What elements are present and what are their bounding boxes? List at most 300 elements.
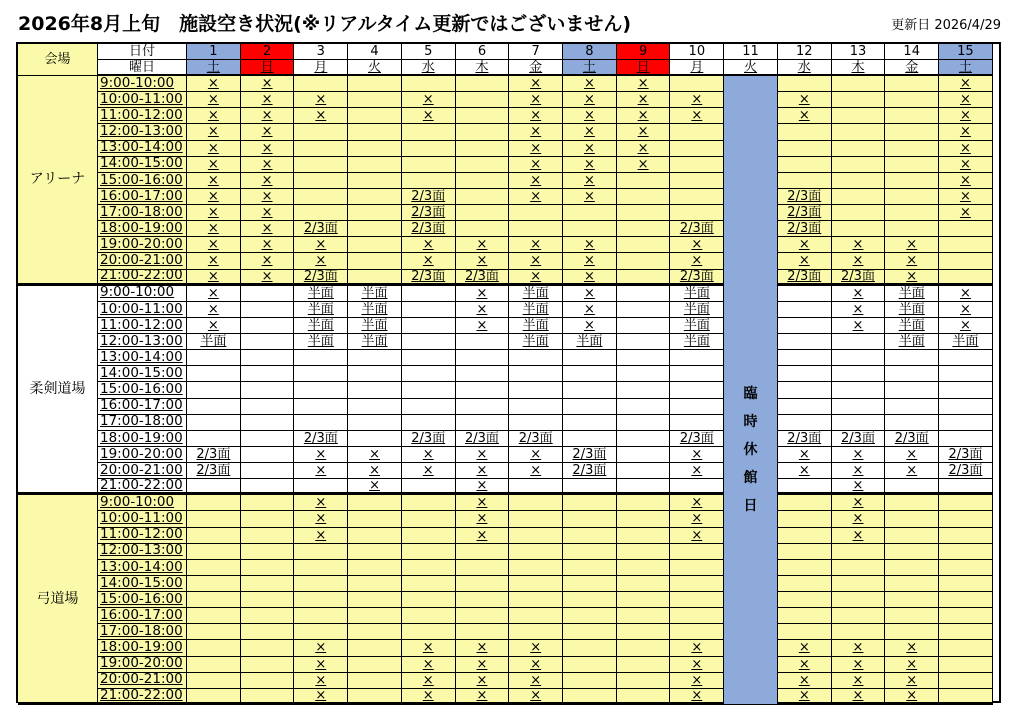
availability-cell <box>939 624 993 640</box>
availability-cell <box>509 221 563 237</box>
availability-cell <box>456 382 510 398</box>
availability-cell: × <box>563 302 617 318</box>
venue-name: 柔剣道場 <box>18 286 98 496</box>
availability-cell <box>832 205 886 221</box>
availability-cell <box>617 608 671 624</box>
availability-cell: × <box>509 447 563 463</box>
availability-cell <box>778 382 832 398</box>
availability-cell <box>670 382 724 398</box>
availability-cell <box>778 334 832 350</box>
availability-cell <box>885 141 939 157</box>
availability-cell: × <box>885 237 939 253</box>
availability-cell: × <box>939 124 993 140</box>
availability-cell <box>348 157 402 173</box>
time-slot: 18:00-19:00 <box>98 221 187 237</box>
availability-cell <box>617 205 671 221</box>
availability-cell: × <box>778 640 832 656</box>
availability-cell: × <box>456 237 510 253</box>
availability-cell <box>241 689 295 705</box>
availability-cell <box>832 189 886 205</box>
availability-cell <box>778 318 832 334</box>
availability-cell: × <box>187 189 241 205</box>
availability-cell <box>832 544 886 560</box>
availability-cell <box>456 221 510 237</box>
availability-cell: × <box>294 108 348 124</box>
availability-cell <box>241 415 295 431</box>
availability-cell: × <box>617 124 671 140</box>
availability-cell: × <box>778 447 832 463</box>
availability-cell <box>456 92 510 108</box>
availability-cell <box>832 592 886 608</box>
availability-cell <box>294 382 348 398</box>
availability-cell: × <box>939 189 993 205</box>
availability-cell <box>456 334 510 350</box>
updated-date: 更新日 2026/4/29 <box>891 18 1001 33</box>
availability-cell: × <box>456 673 510 689</box>
time-slot: 11:00-12:00 <box>98 528 187 544</box>
availability-cell <box>241 479 295 495</box>
availability-cell <box>617 673 671 689</box>
availability-cell: 半面 <box>509 334 563 350</box>
availability-cell <box>670 366 724 382</box>
day-dow-header: 木 <box>456 60 510 76</box>
availability-cell: × <box>832 495 886 511</box>
availability-cell <box>241 592 295 608</box>
availability-cell <box>885 544 939 560</box>
availability-cell: 2/3面 <box>509 431 563 447</box>
availability-cell: 2/3面 <box>187 447 241 463</box>
availability-cell <box>939 576 993 592</box>
availability-cell: × <box>509 141 563 157</box>
availability-cell: 半面 <box>294 302 348 318</box>
time-slot: 15:00-16:00 <box>98 592 187 608</box>
availability-cell <box>348 92 402 108</box>
availability-cell <box>885 576 939 592</box>
availability-cell <box>402 399 456 415</box>
availability-cell <box>402 286 456 302</box>
availability-cell <box>939 479 993 495</box>
availability-cell: 2/3面 <box>402 221 456 237</box>
availability-cell <box>832 221 886 237</box>
availability-cell: × <box>456 495 510 511</box>
availability-cell <box>778 157 832 173</box>
availability-cell: × <box>241 253 295 269</box>
availability-cell <box>939 399 993 415</box>
availability-cell: × <box>563 76 617 92</box>
availability-cell: × <box>670 495 724 511</box>
availability-cell: 半面 <box>294 334 348 350</box>
availability-cell <box>456 350 510 366</box>
availability-cell: × <box>241 270 295 286</box>
availability-cell <box>348 399 402 415</box>
availability-cell <box>402 528 456 544</box>
availability-cell: × <box>670 511 724 527</box>
day-date-header: 11 <box>724 44 778 60</box>
day-date-header: 15 <box>939 44 993 60</box>
availability-cell <box>670 205 724 221</box>
availability-cell: × <box>456 302 510 318</box>
availability-cell: × <box>187 157 241 173</box>
availability-cell <box>241 624 295 640</box>
availability-cell: × <box>563 157 617 173</box>
availability-cell <box>402 560 456 576</box>
availability-cell: × <box>241 108 295 124</box>
availability-cell <box>456 624 510 640</box>
availability-cell: × <box>402 657 456 673</box>
availability-cell: × <box>187 253 241 269</box>
availability-cell <box>456 108 510 124</box>
availability-cell <box>617 495 671 511</box>
availability-cell <box>348 511 402 527</box>
availability-cell: × <box>241 221 295 237</box>
availability-cell <box>509 560 563 576</box>
availability-cell: × <box>939 141 993 157</box>
availability-cell: × <box>294 528 348 544</box>
availability-cell <box>402 608 456 624</box>
day-dow-header: 金 <box>509 60 563 76</box>
availability-cell <box>348 366 402 382</box>
venue-name: 弓道場 <box>18 495 98 705</box>
closed-label-char: 館 <box>743 469 758 486</box>
availability-cell <box>456 415 510 431</box>
availability-cell: × <box>509 253 563 269</box>
availability-cell: × <box>670 673 724 689</box>
availability-cell <box>778 528 832 544</box>
availability-cell <box>294 205 348 221</box>
availability-cell: × <box>778 689 832 705</box>
availability-cell <box>563 431 617 447</box>
day-date-header: 14 <box>885 44 939 60</box>
availability-cell <box>563 479 617 495</box>
availability-cell <box>241 640 295 656</box>
day-dow-header: 土 <box>187 60 241 76</box>
availability-cell <box>617 592 671 608</box>
availability-cell: × <box>509 657 563 673</box>
availability-cell <box>348 253 402 269</box>
availability-cell <box>670 608 724 624</box>
availability-cell <box>187 608 241 624</box>
availability-cell <box>617 431 671 447</box>
availability-cell <box>885 366 939 382</box>
availability-cell: × <box>456 689 510 705</box>
availability-cell <box>617 302 671 318</box>
availability-cell: × <box>509 640 563 656</box>
availability-cell <box>885 108 939 124</box>
availability-cell <box>885 173 939 189</box>
time-slot: 13:00-14:00 <box>98 350 187 366</box>
day-date-header: 7 <box>509 44 563 60</box>
time-slot: 10:00-11:00 <box>98 92 187 108</box>
availability-cell: × <box>456 528 510 544</box>
availability-cell <box>294 399 348 415</box>
availability-cell: × <box>885 689 939 705</box>
time-slot: 21:00-22:00 <box>98 479 187 495</box>
availability-cell: × <box>885 463 939 479</box>
availability-cell <box>885 624 939 640</box>
availability-cell: × <box>456 511 510 527</box>
time-slot: 12:00-13:00 <box>98 544 187 560</box>
availability-cell <box>885 76 939 92</box>
availability-cell <box>778 302 832 318</box>
availability-cell <box>617 640 671 656</box>
availability-cell <box>402 415 456 431</box>
availability-cell <box>778 76 832 92</box>
time-slot: 20:00-21:00 <box>98 673 187 689</box>
availability-cell <box>670 141 724 157</box>
time-slot: 13:00-14:00 <box>98 141 187 157</box>
availability-cell <box>348 528 402 544</box>
availability-cell <box>509 415 563 431</box>
day-dow-header: 水 <box>778 60 832 76</box>
availability-cell <box>778 173 832 189</box>
availability-cell <box>402 334 456 350</box>
availability-cell: × <box>294 253 348 269</box>
availability-cell <box>509 592 563 608</box>
time-slot: 15:00-16:00 <box>98 173 187 189</box>
availability-cell <box>563 657 617 673</box>
time-slot: 15:00-16:00 <box>98 382 187 398</box>
availability-cell <box>939 544 993 560</box>
availability-cell: 2/3面 <box>778 205 832 221</box>
availability-cell <box>778 495 832 511</box>
availability-cell <box>509 624 563 640</box>
availability-cell: × <box>294 640 348 656</box>
availability-cell <box>617 237 671 253</box>
availability-cell <box>402 495 456 511</box>
availability-cell <box>617 544 671 560</box>
availability-cell: 半面 <box>509 302 563 318</box>
availability-cell <box>885 157 939 173</box>
availability-cell: 2/3面 <box>563 447 617 463</box>
availability-cell <box>563 673 617 689</box>
time-slot: 9:00-10:00 <box>98 286 187 302</box>
availability-cell <box>617 657 671 673</box>
availability-cell <box>241 673 295 689</box>
day-dow-header: 火 <box>724 60 778 76</box>
availability-cell <box>778 592 832 608</box>
availability-cell <box>348 221 402 237</box>
day-dow-header: 土 <box>939 60 993 76</box>
availability-cell: × <box>456 318 510 334</box>
availability-cell: × <box>617 157 671 173</box>
availability-cell: × <box>187 286 241 302</box>
availability-cell <box>832 76 886 92</box>
availability-cell: 2/3面 <box>778 221 832 237</box>
availability-cell <box>832 608 886 624</box>
availability-cell <box>348 624 402 640</box>
availability-cell: × <box>187 237 241 253</box>
availability-cell <box>187 431 241 447</box>
availability-cell: 2/3面 <box>294 221 348 237</box>
availability-cell: × <box>187 270 241 286</box>
availability-cell: × <box>241 205 295 221</box>
closed-day-column <box>724 76 778 705</box>
time-slot: 14:00-15:00 <box>98 157 187 173</box>
availability-cell <box>348 350 402 366</box>
availability-cell: × <box>832 253 886 269</box>
availability-cell: × <box>832 528 886 544</box>
time-slot: 10:00-11:00 <box>98 302 187 318</box>
availability-cell <box>939 640 993 656</box>
availability-cell <box>456 576 510 592</box>
availability-cell: × <box>187 221 241 237</box>
availability-cell: × <box>241 157 295 173</box>
time-slot: 12:00-13:00 <box>98 334 187 350</box>
availability-cell: 2/3面 <box>563 463 617 479</box>
availability-cell: × <box>778 253 832 269</box>
availability-cell <box>348 689 402 705</box>
availability-cell: × <box>563 237 617 253</box>
availability-cell: 2/3面 <box>294 270 348 286</box>
availability-cell: × <box>670 253 724 269</box>
availability-cell: 半面 <box>939 334 993 350</box>
availability-cell <box>348 237 402 253</box>
availability-cell: 2/3面 <box>402 270 456 286</box>
time-slot: 17:00-18:00 <box>98 624 187 640</box>
availability-cell <box>778 544 832 560</box>
availability-cell <box>670 350 724 366</box>
day-date-header: 9 <box>617 44 671 60</box>
availability-cell: × <box>294 495 348 511</box>
availability-cell <box>778 350 832 366</box>
availability-cell: × <box>402 463 456 479</box>
availability-cell <box>617 366 671 382</box>
availability-cell <box>563 399 617 415</box>
availability-cell <box>241 318 295 334</box>
day-date-header: 5 <box>402 44 456 60</box>
availability-cell <box>294 141 348 157</box>
availability-cell <box>617 270 671 286</box>
availability-cell <box>456 366 510 382</box>
availability-cell: × <box>778 463 832 479</box>
availability-cell: × <box>187 302 241 318</box>
availability-cell: × <box>778 237 832 253</box>
availability-cell: 半面 <box>885 318 939 334</box>
availability-cell: × <box>670 689 724 705</box>
availability-cell: × <box>670 528 724 544</box>
availability-cell <box>885 124 939 140</box>
availability-cell: × <box>294 673 348 689</box>
availability-cell <box>241 366 295 382</box>
availability-cell: × <box>939 302 993 318</box>
availability-cell: × <box>456 447 510 463</box>
availability-cell <box>670 399 724 415</box>
availability-cell <box>670 173 724 189</box>
availability-cell <box>832 173 886 189</box>
availability-cell <box>402 366 456 382</box>
availability-cell: × <box>294 689 348 705</box>
availability-cell <box>348 673 402 689</box>
availability-cell <box>939 237 993 253</box>
availability-cell: × <box>187 141 241 157</box>
availability-cell <box>348 576 402 592</box>
availability-cell <box>348 544 402 560</box>
availability-cell: × <box>187 318 241 334</box>
availability-cell: 2/3面 <box>939 447 993 463</box>
day-date-header: 1 <box>187 44 241 60</box>
time-slot: 10:00-11:00 <box>98 511 187 527</box>
availability-cell <box>187 592 241 608</box>
availability-cell <box>563 608 617 624</box>
availability-cell <box>509 205 563 221</box>
availability-cell <box>617 689 671 705</box>
availability-cell <box>670 76 724 92</box>
availability-cell: × <box>402 92 456 108</box>
availability-cell: × <box>832 447 886 463</box>
availability-cell <box>241 560 295 576</box>
availability-cell <box>294 560 348 576</box>
availability-cell <box>885 399 939 415</box>
availability-cell <box>563 544 617 560</box>
availability-cell <box>348 141 402 157</box>
availability-cell <box>832 415 886 431</box>
availability-cell <box>402 382 456 398</box>
availability-cell: × <box>617 76 671 92</box>
availability-cell: × <box>187 92 241 108</box>
availability-cell <box>348 205 402 221</box>
availability-cell <box>563 511 617 527</box>
availability-cell <box>563 689 617 705</box>
availability-cell: 2/3面 <box>885 431 939 447</box>
availability-cell <box>617 511 671 527</box>
availability-cell: 半面 <box>670 318 724 334</box>
availability-cell <box>241 447 295 463</box>
day-date-header: 10 <box>670 44 724 60</box>
availability-cell <box>778 608 832 624</box>
day-dow-header: 日 <box>241 60 295 76</box>
availability-cell <box>187 415 241 431</box>
time-slot: 21:00-22:00 <box>98 270 187 286</box>
availability-cell: × <box>456 463 510 479</box>
availability-cell: × <box>939 173 993 189</box>
availability-cell: × <box>402 689 456 705</box>
availability-cell <box>402 124 456 140</box>
availability-cell <box>294 576 348 592</box>
day-dow-header: 木 <box>832 60 886 76</box>
availability-cell <box>939 657 993 673</box>
availability-cell <box>670 544 724 560</box>
availability-cell: × <box>456 479 510 495</box>
availability-cell <box>241 399 295 415</box>
venue-header: 会場 <box>18 44 98 76</box>
time-slot: 14:00-15:00 <box>98 576 187 592</box>
availability-cell: × <box>509 673 563 689</box>
availability-cell: × <box>939 205 993 221</box>
availability-cell <box>348 76 402 92</box>
availability-cell <box>563 624 617 640</box>
availability-cell: × <box>778 657 832 673</box>
time-slot: 20:00-21:00 <box>98 463 187 479</box>
availability-cell <box>509 366 563 382</box>
page-title: 2026年8月上旬 施設空き状況(※リアルタイム更新ではございません) <box>18 13 632 35</box>
availability-cell <box>563 640 617 656</box>
availability-cell <box>402 544 456 560</box>
day-dow-header: 月 <box>670 60 724 76</box>
availability-cell <box>563 350 617 366</box>
availability-cell: 2/3面 <box>832 270 886 286</box>
availability-cell: × <box>885 657 939 673</box>
availability-cell <box>294 124 348 140</box>
availability-cell: 2/3面 <box>832 431 886 447</box>
availability-cell <box>241 657 295 673</box>
availability-cell <box>348 560 402 576</box>
availability-cell: × <box>832 286 886 302</box>
day-dow-header: 月 <box>294 60 348 76</box>
availability-cell <box>832 157 886 173</box>
availability-cell: × <box>241 237 295 253</box>
availability-cell: × <box>187 205 241 221</box>
availability-cell <box>348 592 402 608</box>
